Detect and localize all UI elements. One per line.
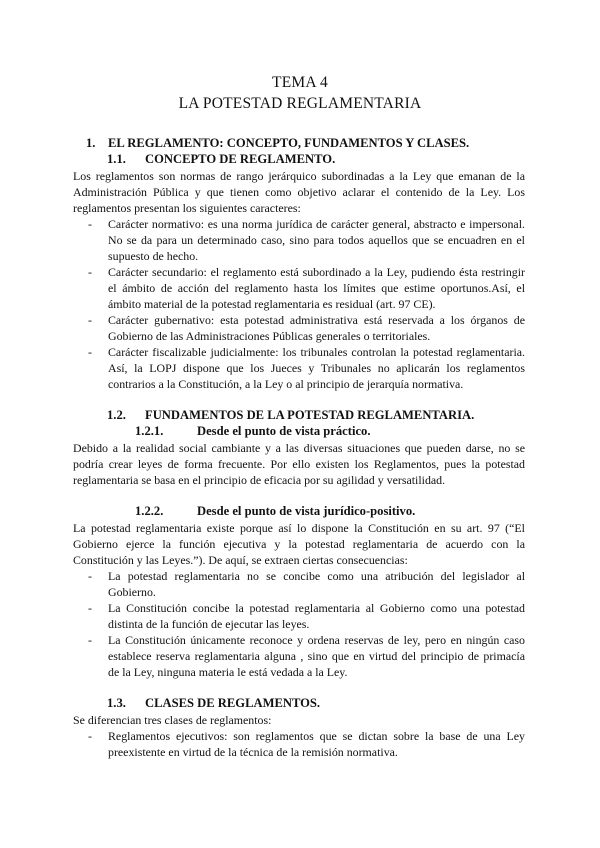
list-item-line: Carácter secundario: el reglamento está subordinado a la Ley, pudiendo ésta restringir — [108, 265, 525, 279]
list-item-line: Carácter fiscalizable judicialmente: los tribunales controlan la potestad reglamentaria. — [108, 345, 525, 359]
paragraph-line: Debido a la realidad social cambiante y a las diversas situaciones que pueden darse, no se — [73, 441, 525, 455]
section-number: 1.3. — [107, 696, 126, 710]
list-item-line: La potestad reglamentaria no se concibe como una atribución del legislador al — [108, 569, 525, 583]
section-number: 1. — [86, 136, 96, 150]
section-1-3-heading — [107, 696, 320, 711]
section-number: 1.2.1. — [135, 424, 164, 438]
paragraph-line: Gobierno ejerce la función ejecutiva y la potestad reglamentaria de acuerdo con la — [73, 537, 525, 551]
paragraph-practico — [73, 440, 525, 488]
section-number: 1.2. — [107, 408, 126, 422]
paragraph-line: Los reglamentos son normas de rango jerárquico subordinadas a la Ley que emanan de la — [73, 169, 525, 183]
list-item-line: contrarios a la Constitución, a la Ley o al principio de jerarquía normativa. — [108, 377, 464, 391]
list-item-line: Así, la LOPJ dispone que los Jueces y Tribunales no aplicarán los reglamentos — [108, 361, 525, 375]
section-number: 1.2.2. — [135, 504, 164, 518]
section-title: CLASES DE REGLAMENTOS. — [145, 696, 321, 710]
list-item-line: ámbito material de la potestad reglamentaria es residual (art. 97 CE). — [108, 297, 436, 311]
paragraph-line: Constitución y las Leyes.”). De aquí, se extraen ciertas consecuencias: — [73, 553, 408, 567]
list-item-line: Reglamentos ejecutivos: son reglamentos que se dictan sobre la base de una Ley — [108, 729, 525, 743]
paragraph-line: reglamentaria se basa en el principio de eficacia por su agilidad y versatilidad. — [73, 473, 446, 487]
bullet-dash: - — [88, 601, 92, 615]
list-item-line: distinta de la función de ejecutar las leyes. — [108, 617, 310, 631]
bullet-dash: - — [88, 313, 92, 327]
document-title-line1: TEMA 4 — [272, 74, 328, 91]
list-item-line: de la Ley, ninguna materia le está vedada a la Ley. — [108, 665, 348, 679]
paragraph-concepto — [73, 168, 525, 216]
section-title: CONCEPTO DE REGLAMENTO. — [145, 152, 336, 166]
section-1-2-1-heading — [135, 424, 371, 439]
list-item-line: Gobierno de las Administraciones Públicas generales o territoriales. — [108, 329, 431, 343]
list-item-line: La Constitución únicamente reconoce y ordena reservas de ley, pero en ningún caso — [108, 633, 525, 647]
paragraph-line: reglamentos presentan los siguientes caracteres: — [73, 201, 301, 215]
section-title: Desde el punto de vista jurídico-positivo. — [197, 504, 416, 518]
section-title: FUNDAMENTOS DE LA POTESTAD REGLAMENTARIA. — [145, 408, 475, 422]
list-item-line: Gobierno. — [108, 585, 156, 599]
list-item-line: supuesto de hecho. — [108, 249, 199, 263]
section-title: Desde el punto de vista práctico. — [197, 424, 371, 438]
bullet-dash: - — [88, 217, 92, 231]
paragraph-line: Se diferencian tres clases de reglamentos: — [73, 713, 272, 727]
paragraph-clases — [73, 712, 525, 728]
document-title-line2: LA POTESTAD REGLAMENTARIA — [178, 95, 422, 112]
bullet-dash: - — [88, 633, 92, 647]
section-1-2-heading — [107, 408, 474, 423]
section-title: EL REGLAMENTO: CONCEPTO, FUNDAMENTOS Y CLASES. — [108, 136, 470, 150]
bullet-dash: - — [88, 569, 92, 583]
list-item-line: preexistente en virtud de la técnica de la remisión normativa. — [108, 745, 398, 759]
paragraph-juridico — [73, 520, 525, 568]
list-item-line: No se da para un determinado caso, sino para todos aquellos que se encuadren en el — [108, 233, 525, 247]
paragraph-line: podría crear leyes de forma frecuente. Por ello existen los Reglamentos, pues la potestad — [73, 457, 525, 471]
list-item-line: establece reserva reglamentaria alguna , sino que en virtud del principio de primacía — [108, 649, 525, 663]
section-1-1-heading — [107, 152, 335, 167]
section-number: 1.1. — [107, 152, 126, 166]
list-item-line: Carácter gubernativo: esta potestad administrativa está reservada a los órganos de — [108, 313, 525, 327]
bullet-dash: - — [88, 729, 92, 743]
bullet-dash: - — [88, 265, 92, 279]
paragraph-line: Administración Pública y que tienen como objetivo aclarar el contenido de la Ley. Los — [73, 185, 525, 199]
list-item-line: Carácter normativo: es una norma jurídica de carácter general, abstracto e impersonal. — [108, 217, 525, 231]
list-item-line: La Constitución concibe la potestad reglamentaria al Gobierno como una potestad — [108, 601, 525, 615]
paragraph-line: La potestad reglamentaria existe porque así lo dispone la Constitución en su art. 97 (“El — [73, 521, 525, 535]
list-item-line: el ámbito de acción del reglamento hasta los límites que estime oportunos.Así, el — [108, 281, 525, 295]
section-1-heading — [86, 136, 469, 151]
bullet-dash: - — [88, 345, 92, 359]
section-1-2-2-heading — [135, 504, 415, 519]
